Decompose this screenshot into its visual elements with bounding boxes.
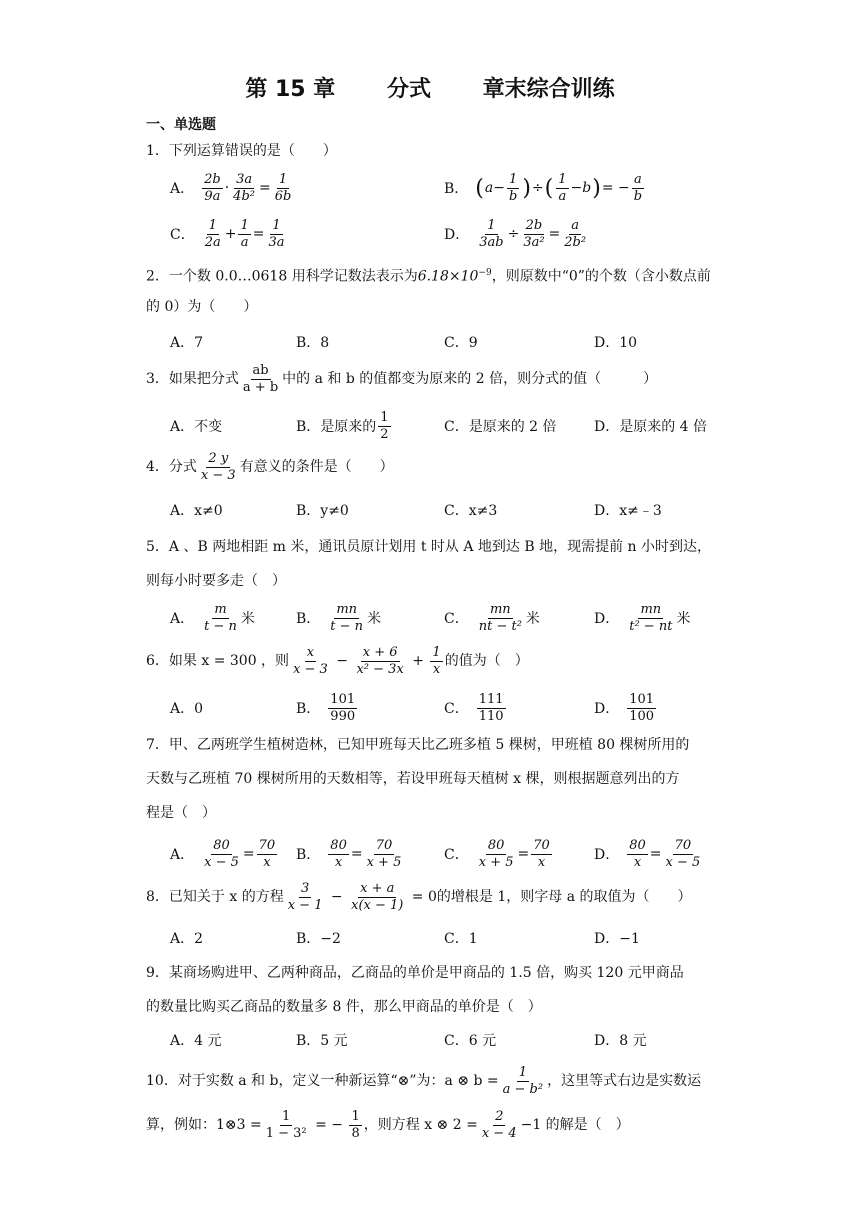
question-4-stem: 4．分式 $\frac{2 y}{x - 3}$ 有意义的条件是（ ） (146, 450, 394, 483)
question-4-options (170, 490, 730, 530)
q7-option-a: A． $\frac{80}{x - 5}$ = $\frac{70}{x}$ (170, 837, 276, 870)
q7-option-d: D． $\frac{80}{x}$ = $\frac{70}{x - 5}$ (594, 837, 701, 870)
q9-option-c: C．6 元 (444, 1033, 497, 1049)
q8-option-d: D．−1 (594, 931, 640, 947)
question-6-stem: 6．如果 x = 300 ，则 $\frac{x}{x - 3}$ − $\frac{x + 6}{\text{x² − 3x}}$ + $\frac{1}{x}$ 的值为（ ） (146, 644, 529, 677)
q8-option-a: A．2 (170, 931, 204, 947)
section-heading: 一、单选题 (146, 117, 216, 133)
question-7-stem-line3: 程是（ ） (146, 805, 216, 821)
q5-option-b: B． $\frac{mn}{t - n}$ 米 (296, 601, 382, 634)
q4-option-b: B．y≠0 (296, 503, 349, 519)
question-5-stem-line2: 则每小时要多走（ ） (146, 573, 286, 589)
q6-option-a: A．0 (170, 701, 204, 717)
q1-option-d: D． $\frac{1}{3ab}$ ÷ $\frac{2b}{\text{3a²}}$ = $\frac{a}{\text{2b²}}$ (444, 217, 587, 250)
q8-option-c: C．1 (444, 931, 478, 947)
question-2-stem-line2: 的 0）为（ ） (146, 299, 258, 315)
q4-option-c: C．x≠3 (444, 503, 498, 519)
question-5-stem-line1: 5．A 、B 两地相距 m 米，通讯员原计划用 t 时从 A 地到达 B 地，现需提前 n 小时到达， (146, 539, 712, 555)
question-9-stem-line1: 9．某商场购进甲、乙两种商品，乙商品的单价是甲商品的 1.5 倍，购买 120 元甲商品 (146, 965, 684, 981)
q7-option-b: B． $\frac{80}{x}$ = $\frac{70}{x + 5}$ (296, 837, 402, 870)
q1-option-a: A． $\frac{2b}{9a}$ · $\frac{3a}{\text{4b²}}$ = $\frac{1}{6b}$ (170, 171, 292, 204)
q4-option-d: D．x≠﹣3 (594, 503, 662, 519)
q3-option-d: D．是原来的 4 倍 (594, 419, 708, 435)
q9-option-d: D．8 元 (594, 1033, 647, 1049)
q2-option-b: B．8 (296, 335, 330, 351)
q6-option-d: D． $\frac{101}{100}$ (594, 691, 655, 724)
question-2-options (170, 322, 730, 362)
question-6-options (170, 688, 730, 728)
question-3-options (170, 406, 730, 446)
question-7-stem-line1: 7．甲、乙两班学生植树造林，已知甲班每天比乙班多植 5 棵树，甲班植 80 棵树所用的 (146, 737, 690, 753)
q9-option-b: B．5 元 (296, 1033, 348, 1049)
q4-option-a: A．x≠0 (170, 503, 223, 519)
question-2-stem-line1: 2．一个数 0.0…0618 用科学记数法表示为$6.18\times 10^{-9}$，则原数中“0”的个数（含小数点前 (146, 268, 711, 285)
chapter-label: 第 15 章 (245, 77, 336, 102)
q2-option-d: D．10 (594, 335, 638, 351)
question-5-options (170, 598, 730, 638)
q6-option-b: B． $\frac{101}{990}$ (296, 691, 356, 724)
q3-option-b: B．是原来的 $\frac{1}{2}$ (296, 409, 389, 442)
q5-option-a: A． $\frac{m}{t - n}$ 米 (170, 601, 255, 634)
topic-label: 分式 (386, 77, 431, 102)
question-8-stem: 8．已知关于 x 的方程 $\frac{3}{x - 1}$ − $\frac{x + a}{x(x - 1)}$ = 0的增根是 1，则字母 a 的取值为（ ） (146, 880, 692, 913)
q1-option-b: B． ( a − $\frac{1}{b}$ ) ÷ ( $\frac{1}{a}$ − b ) = − $\frac{a}{b}$ (444, 171, 643, 204)
question-1-options-row2 (170, 214, 730, 254)
q2-option-a: A．7 (170, 335, 204, 351)
question-9-options (170, 1020, 730, 1060)
page-title (0, 72, 860, 103)
q5-option-c: C． $\frac{mn}{\text{nt − t²}}$ 米 (444, 601, 540, 634)
q2-option-c: C．9 (444, 335, 478, 351)
question-1-stem: 1．下列运算错误的是（ ） (146, 143, 337, 159)
question-7-stem-line2: 天数与乙班植 70 棵树所用的天数相等，若设甲班每天植树 x 棵，则根据题意列出的方 (146, 771, 680, 787)
question-1-options-row1 (170, 168, 730, 208)
question-9-stem-line2: 的数量比购买乙商品的数量多 8 件，那么甲商品的单价是（ ） (146, 999, 542, 1015)
q9-option-a: A．4 元 (170, 1033, 222, 1049)
q8-option-b: B．−2 (296, 931, 341, 947)
q6-option-c: C． $\frac{111}{110}$ (444, 691, 504, 724)
question-7-options (170, 834, 730, 874)
question-10-stem-line2: 算，例如：1⊗3 = $\frac{1}{\text{1 − 3²}}$ = − $\frac{1}{8}$ ，则方程 x ⊗ 2 = $\frac{2}{x - 4}$ −1 的解是（ ） (146, 1108, 630, 1141)
question-8-options (170, 918, 730, 958)
q3-option-a: A．不变 (170, 419, 223, 435)
q5-option-d: D． $\frac{mn}{\text{t² − nt}}$ 米 (594, 601, 691, 634)
q3-option-c: C．是原来的 2 倍 (444, 419, 557, 435)
subtitle-label: 章末综合训练 (482, 77, 615, 102)
q7-option-c: C． $\frac{80}{x + 5}$ = $\frac{70}{x}$ (444, 837, 550, 870)
question-3-stem: 3．如果把分式 $\frac{ab}{a + b}$ 中的 a 和 b 的值都变为原来的 2 倍，则分式的值（ ） (146, 362, 658, 395)
question-10-stem-line1: 10．对于实数 a 和 b，定义一种新运算“⊗”为：a ⊗ b = $\frac{1}{\text{a − b²}}$ ，这里等式右边是实数运 (146, 1064, 702, 1097)
q1-option-c: C． $\frac{1}{2a}$ + $\frac{1}{a}$ = $\frac{1}{3a}$ (170, 217, 285, 250)
